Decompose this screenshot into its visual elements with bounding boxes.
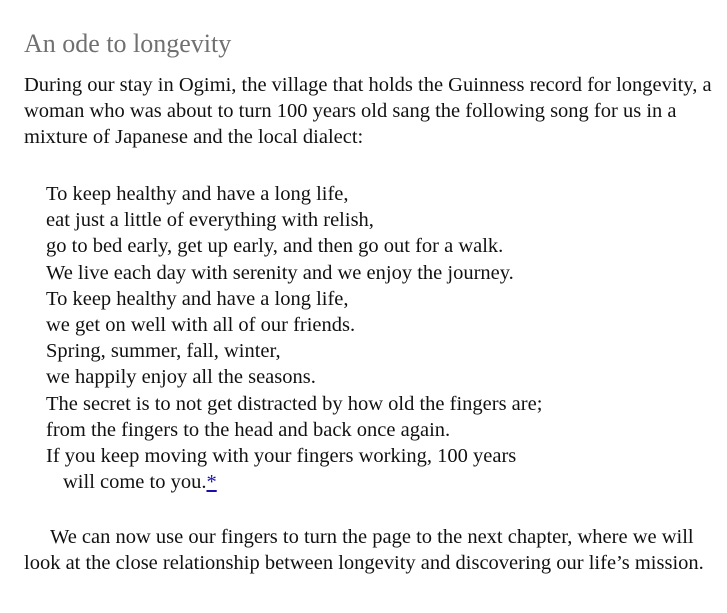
- poem-line: The secret is to not get distracted by how old the fingers are;: [46, 392, 543, 415]
- poem-line: we get on well with all of our friends.: [46, 314, 356, 337]
- poem-line: We live each day with serenity and we enjoy the journey.: [46, 261, 514, 284]
- poem-line: we happily enjoy all the seasons.: [46, 366, 316, 389]
- poem-line: go to bed early, get up early, and then go out for a walk.: [46, 235, 504, 258]
- poem-line: Spring, summer, fall, winter,: [46, 340, 281, 363]
- poem-line: from the fingers to the head and back once again.: [46, 418, 451, 441]
- poem-line: To keep healthy and have a long life,: [46, 287, 349, 310]
- poem-last-line-text: will come to you.: [63, 471, 207, 494]
- poem-last-line: [46, 469, 716, 495]
- section-title: An ode to longevity: [24, 29, 232, 58]
- poem-line: If you keep moving with your fingers working, 100 years: [46, 445, 517, 468]
- poem-line: eat just a little of everything with relish,: [46, 209, 374, 232]
- closing-paragraph: We can now use our fingers to turn the page to the next chapter, where we will look at the close relationship between longevity and discovering our life’s mission.: [24, 526, 704, 575]
- intro-paragraph: During our stay in Ogimi, the village that holds the Guinness record for longevity, a woman who was about to turn 100 years old sang the following song for us in a mixture of Japanese and the local dialect:: [24, 74, 712, 149]
- footnote-link[interactable]: *: [206, 471, 217, 494]
- poem-line: To keep healthy and have a long life,: [46, 183, 349, 205]
- poem: [46, 181, 716, 495]
